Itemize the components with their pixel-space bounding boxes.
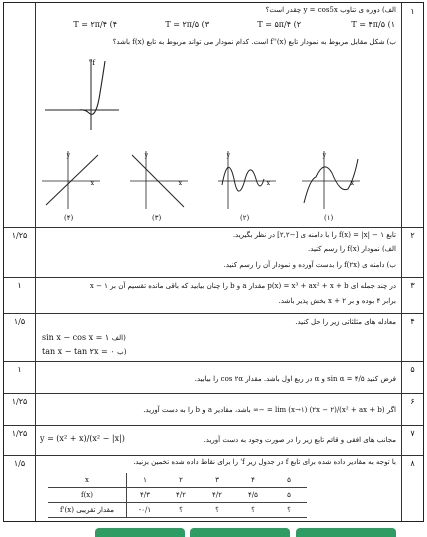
question-5-score: ۱ [4, 361, 36, 393]
question-8-number: ۸ [401, 455, 423, 521]
q4-eq-2: tan x − tan ۲x = ۰ ب) [42, 347, 127, 356]
table-row: f'(x) مقدار تقریبی -۰/۱ ؟ ؟ ؟ ؟ [48, 503, 307, 518]
question-3 [4, 277, 423, 314]
question-3-number: ۳ [401, 277, 423, 313]
svg-text:y: y [322, 152, 326, 159]
q1-b-text: ب) شکل مقابل مربوط به نمودار تابع f''(x) است. کدام نمودار می تواند مربوط به تابع f(x) باشد؟ [112, 38, 396, 46]
q1-option-2[interactable]: T = ۵π/۴ (۲ [257, 20, 301, 29]
question-7-number: ۷ [401, 425, 423, 455]
question-7 [4, 425, 423, 456]
q1-option-4[interactable]: T = ۲π/۴ (۴ [73, 20, 117, 29]
question-1 [4, 3, 423, 228]
question-8-score: ۱/۵ [4, 455, 36, 521]
q2-line-1: تابع f(x) = |x| − ۱ را با دامنه ی [−۲,۲] در نظر بگیرید. [232, 231, 396, 239]
question-4-number: ۴ [401, 313, 423, 361]
choice-label-2: (۲) [240, 214, 250, 222]
svg-text:x: x [266, 180, 270, 187]
bottom-action-button-1[interactable] [95, 528, 185, 537]
question-5 [4, 361, 423, 394]
svg-text:y: y [226, 152, 230, 159]
question-6-score: ۱/۲۵ [4, 393, 36, 425]
question-4-score: ۱/۵ [4, 313, 36, 361]
q7-line-1: مجانب های افقی و قائم تابع زیر را در صورت وجود به دست آورید. [203, 436, 396, 444]
q3-line-1: در چند جمله ای p(x) = x³ + ax² + x + b مقدار a و b را چنان بیابید که باقی مانده تقسیم آن بر x − ۱ [89, 282, 396, 290]
svg-text:x: x [350, 180, 354, 187]
svg-text:x: x [178, 180, 182, 187]
svg-text:y: y [144, 152, 148, 159]
f-double-prime-graph [43, 55, 123, 133]
choice-graph-3[interactable] [128, 149, 190, 211]
question-6 [4, 393, 423, 426]
q2-line-3: ب) دامنه ی f(۲x) را بدست آورده و نمودار آن را رسم کنید. [223, 261, 396, 269]
q8-table [48, 473, 307, 518]
table-header-x: x [48, 473, 127, 488]
question-1-number: ۱ [401, 3, 423, 227]
question-1-score [4, 3, 36, 227]
table-header-fpx: f'(x) مقدار تقریبی [48, 503, 127, 518]
q5-line-1: فرض کنید sin α = ۴/۵ و α در ربع اول باشد. مقدار cos ۲α را بیابید. [194, 375, 396, 383]
question-1-content [38, 3, 399, 227]
q2-line-2: الف) نمودار f(x) را رسم کنید. [308, 245, 396, 253]
exam-sheet [3, 2, 424, 522]
q1-a-expr: y = cos5x [303, 6, 338, 14]
question-6-number: ۶ [401, 393, 423, 425]
q3-line-2: برابر ۴ بوده و بر x + ۲ بخش پذیر باشد. [278, 297, 396, 305]
svg-text:x: x [90, 180, 94, 187]
bottom-action-button-3[interactable] [296, 528, 396, 537]
q1-option-3[interactable]: T = ۲π/۵ (۳ [165, 20, 209, 29]
choice-graph-1[interactable] [300, 149, 362, 211]
table-header-fx: f(x) [48, 488, 127, 503]
choice-graph-4[interactable] [40, 149, 102, 211]
question-5-number: ۵ [401, 361, 423, 393]
choice-graph-2[interactable] [216, 149, 278, 211]
choice-label-4: (۴) [64, 214, 74, 222]
q4-line-1: معادله های مثلثاتی زیر را حل کنید. [295, 318, 396, 326]
table-row: x ۱ ۲ ۳ ۴ ۵ [48, 473, 307, 488]
q1-option-1[interactable]: T = ۴π/۵ (۱ [351, 20, 395, 29]
table-row: f(x) ۴/۳ ۴/۲ ۴/۲ ۴/۵ ۵ [48, 488, 307, 503]
question-2-score: ۱/۲۵ [4, 227, 36, 277]
graph-curve [53, 61, 105, 114]
svg-text:y: y [66, 152, 70, 159]
q8-line-1: با توجه به مقادیر داده شده برای تابع f در جدول زیر f' را برای نقاط داده شده تخمین بزنید. [133, 458, 396, 466]
question-7-score: ۱/۲۵ [4, 425, 36, 455]
question-3-score: ۱ [4, 277, 36, 313]
q7-expr: y = (x² + x)/(x² − |x|) [40, 434, 125, 443]
question-8 [4, 455, 423, 521]
q4-eq-1: sin x − cos x = ۱ الف) [42, 333, 126, 342]
choice-label-1: (۱) [324, 214, 334, 222]
q1-a-text: الف) دوره ی تناوب [340, 6, 396, 14]
question-2-number: ۲ [401, 227, 423, 277]
graph-label: f'' [88, 59, 95, 67]
q1-a-suffix: چقدر است؟ [265, 6, 302, 14]
question-2 [4, 227, 423, 278]
bottom-action-button-2[interactable] [190, 528, 290, 537]
q6-line-1: اگر lim (x→۱) (۲x − ۲)/(x² + ax + b) = −∞ باشد، مقادیر a و b را به دست آورید. [143, 406, 396, 414]
choice-label-3: (۳) [152, 214, 162, 222]
question-4 [4, 313, 423, 362]
